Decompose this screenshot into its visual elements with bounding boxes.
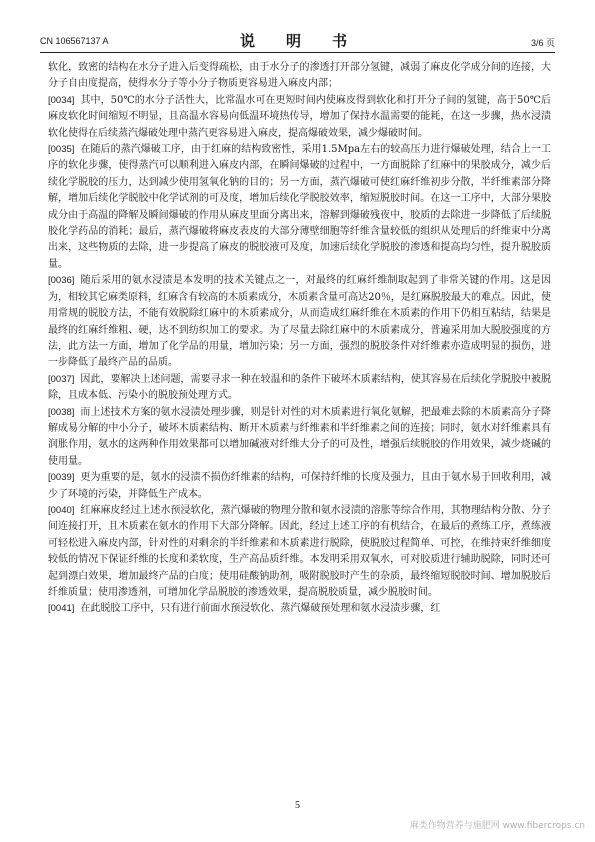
paragraph-text: 随后采用的氨水浸渍是本发明的技术关键点之一，对最终的红麻纤维制取起到了非常关键的作用。这是因为，相较其它麻类原料，红麻含有较高的木质素成分，木质素含量可高达20％，是红麻脱胶最大的难点。因此，使用常规的脱胶方法，不能有效脱除红麻中的木质素成分，从而造成红麻纤维在木质素的作用下仍相互粘结，结果是最终的红麻纤维粗、硬，达不到纺织加工的要求。为了尽量去除红麻中的木质素成分，普遍采用加大脱胶强度的方法，此方法一方面，增加了化学品的用量，增加污染；另一方面，强烈的脱胶条件对纤维素亦造成明显的损伤，进一步降低了最终产品的品质。 — [48, 275, 551, 369]
page-indicator: 3/6 页 — [530, 38, 555, 48]
paragraph-number: [0037] — [48, 373, 75, 385]
paragraph-text: 因此，要解决上述问题，需要寻求一种在较温和的条件下破坏木质素结构，使其容易在后续化学脱胶中被脱除，且成本低、污染小的脱胶预处理方式。 — [48, 373, 551, 402]
page-header — [40, 30, 555, 53]
paragraph-text: 其中，50℃的水分子活性大，比常温水可在更短时间内使麻皮得到软化和打开分子间的氢键，高于50℃后麻皮软化时间缩短不明显，且高温水容易向低温环境热传导，增加了保持水温需要的能耗，在这一步骤，热水浸渍软化使得在后续蒸汽爆破处理中蒸汽更容易进入麻皮，提高爆破效果，减少爆破时间。 — [48, 94, 551, 139]
paragraph-number: [0034] — [48, 94, 75, 106]
paragraph-number: [0040] — [48, 504, 75, 516]
paragraph-text: 在此脱胶工序中，只有进行前面水预浸软化、蒸汽爆破预处理和氨水浸渍步骤，红 — [80, 603, 441, 615]
paragraph-0035 — [48, 142, 551, 273]
paragraph-0040 — [48, 503, 551, 601]
paragraph-continued — [48, 60, 551, 93]
paragraph-text: 在随后的蒸汽爆破工序，由于红麻的结构致密性，采用1.5Mpa左右的较高压力进行爆破处理，结合上一工序的软化步骤，使得蒸汽可以顺利进入麻皮内部，在瞬间爆破的过程中，一方面脱除了红麻中的果胶成分，减少后续化学脱胶的压力，达到减少使用氢氧化钠的目的；另一方面，蒸汽爆破可使红麻纤维初步分散，半纤维素部分降解，增加后续化学脱胶中化学试剂的可及度，增加后续化学脱胶效率，缩短脱胶时间。在这一工序中，大部分果胶成分由于高温的降解及瞬间爆破的作用从麻皮里面分离出来，溶解到爆破残夜中，胶质的去除进一步降低了后续脱胶化学药品的消耗；最后，蒸汽爆破将麻皮表皮的大部分薄壁细胞等纤维含量较低的组织从处理后的纤维束中分离出来，这些物质的去除，进一步提高了麻皮的脱胶液可及度，加速后续化学脱胶的渗透和提高均匀性，提升脱胶质量。 — [48, 144, 551, 270]
paragraph-0036 — [48, 273, 551, 371]
paragraph-number: [0036] — [48, 275, 75, 287]
paragraph-number: [0038] — [48, 406, 75, 418]
paragraph-text: 更为重要的是，氨水的浸渍不损伤纤维素的结构，可保持纤维的长度及强力，且由于氨水易于回收利用，减少了环境的污染，并降低生产成本。 — [48, 472, 551, 500]
document-title: 说 明 书 — [239, 32, 355, 50]
paragraph-0038 — [48, 405, 551, 471]
paragraph-number: [0039] — [48, 472, 75, 484]
document-body — [48, 60, 551, 780]
paragraph-0039 — [48, 470, 551, 503]
page-number: 5 — [295, 800, 300, 811]
paragraph-0041 — [48, 601, 551, 617]
watermark: 麻类作物营养与施肥网 www.fibercrops.cn — [409, 821, 585, 831]
paragraph-0034 — [48, 93, 551, 142]
paragraph-number: [0041] — [48, 603, 75, 615]
patent-number: CN 106567137 A — [40, 36, 109, 46]
paragraph-text: 软化，致密的结构在水分子进入后变得疏松，由于水分子的渗透打开部分氢键，减弱了麻皮化学成分间的连接，大分子自由度提高，使得水分子等小分子物质更容易进入麻皮内部； — [48, 62, 551, 90]
paragraph-number: [0035] — [48, 144, 75, 156]
paragraph-text: 红麻麻皮经过上述水预浸软化，蒸汽爆破的物理分散和氨水浸渍的溶胀等综合作用，其物理结构分散、分子间连接打开，且木质素在氨水的作用下大部分降解。因此，经过上述工序的有机结合，在最后的煮练工序，煮练液可轻松进入麻皮内部，针对性的对剩余的半纤维素和木质素进行脱除，使脱胶过程简单、可控，在维持束纤维细度较低的情况下保证纤维的长度和柔软度，生产高品质纤维。本发明采用双氧水，可对胶质进行辅助脱除，同时还可起到漂白效果，增加最终产品的白度；使用硅酸钠助剂，吸附脱胶时产生的杂质，最终缩短脱胶时间、增加脱胶后纤维质量；使用渗透剂，可增加化学品脱胶的渗透效果，提高脱胶质量，减少脱胶时间。 — [48, 504, 551, 598]
paragraph-text: 而上述技术方案的氨水浸渍处理步骤，则是针对性的对木质素进行氧化氨解，把最难去除的木质素高分子降解成易分解的中小分子，破坏木质素结构、断开木质素与纤维素和半纤维素之间的连接；同时，氨水对纤维素具有润胀作用，氨水的这两种作用效果都可以增加碱液对纤维大分子的可及性，增强后续脱胶的作用效果，减少烧碱的使用量。 — [48, 406, 551, 467]
paragraph-0037 — [48, 372, 551, 405]
